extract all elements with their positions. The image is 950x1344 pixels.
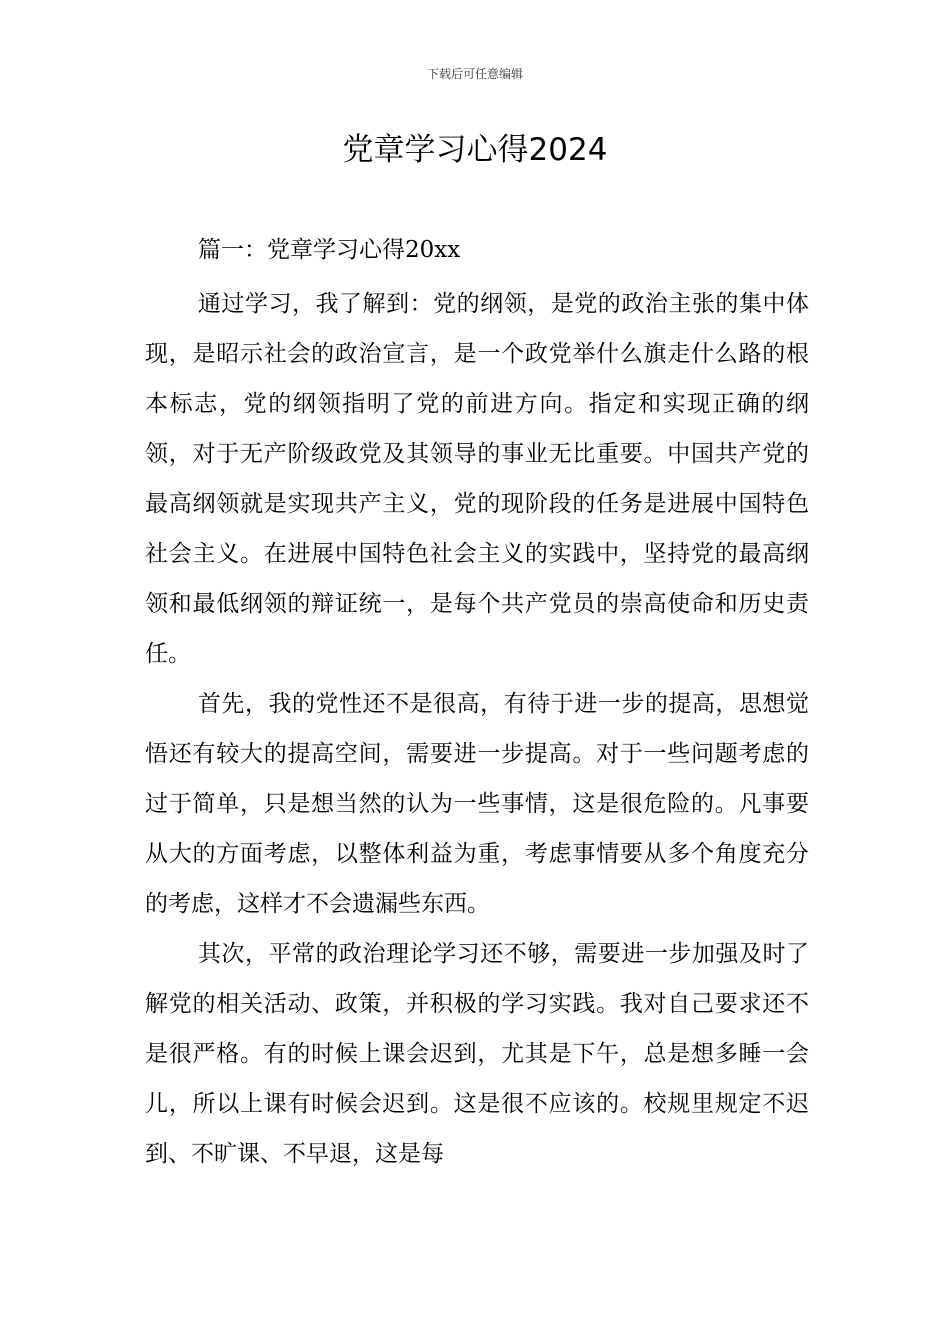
section-subtitle: 篇一：党章学习心得20xx [198,237,461,263]
document-title: 党章学习心得2024 [342,132,608,168]
header-note: 下载后可任意编辑 [426,67,523,81]
document-body [145,279,809,1179]
paragraph-1: 通过学习，我了解到：党的纲领，是党的政治主张的集中体现，是昭示社会的政治宣言，是一个政党举什么旗走什么路的根本标志，党的纲领指明了党的前进方向。指定和实现正确的纲领，对于无产阶级政党及其领导的事业无比重要。中国共产党的最高纲领就是实现共产主义，党的现阶段的任务是进展中国特色社会主义。在进展中国特色社会主义的实践中，坚持党的最高纲领和最低纲领的辩证统一，是每个共产党员的崇高使命和历史责任。 [145,291,809,667]
paragraph-2: 首先，我的党性还不是很高，有待于进一步的提高，思想觉悟还有较大的提高空间，需要进一步提高。对于一些问题考虑的过于简单，只是想当然的认为一些事情，这是很危险的。凡事要从大的方面考虑，以整体利益为重，考虑事情要从多个角度充分的考虑，这样才不会遗漏些东西。 [145,691,809,917]
paragraph-3: 其次，平常的政治理论学习还不够，需要进一步加强及时了解党的相关活动、政策，并积极的学习实践。我对自己要求还不是很严格。有的时候上课会迟到，尤其是下午，总是想多睡一会儿，所以上课有时候会迟到。这是很不应该的。校规里规定不迟到、不旷课、不早退，这是每 [145,941,809,1167]
